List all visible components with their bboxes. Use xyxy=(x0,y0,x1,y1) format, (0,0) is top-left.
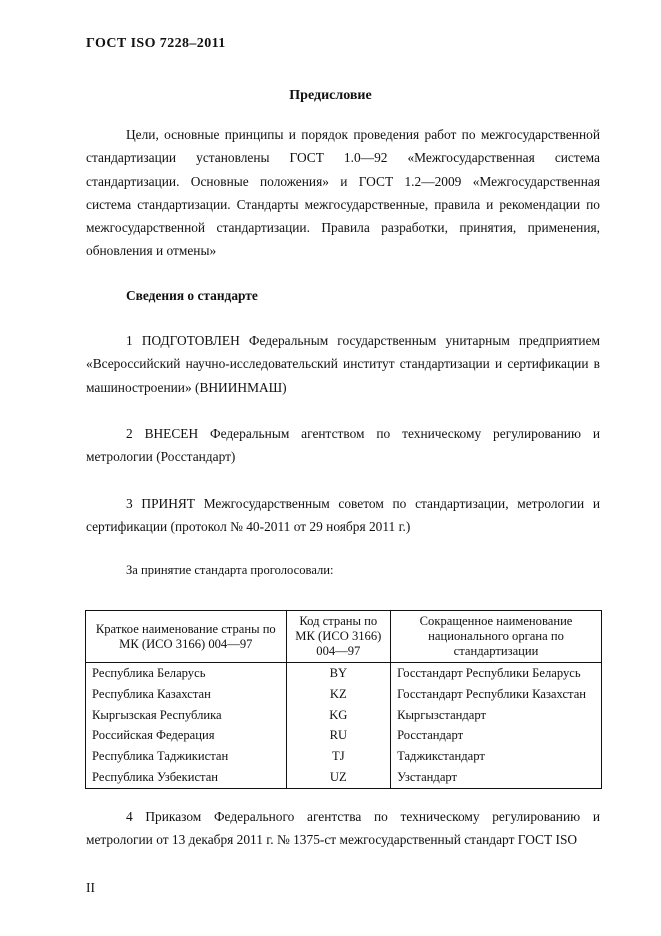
preface-title: Предисловие xyxy=(289,88,372,103)
info-item-4: 4 Приказом Федерального агентства по техническому регулированию и метрологии от 13 декабря 2011 г. № 1375-ст межгосударственный стандарт ГОСТ ISO xyxy=(86,809,600,848)
standards-body: Госстандарт Республики Беларусь xyxy=(391,663,602,684)
country-name: Республика Казахстан xyxy=(86,684,287,705)
table-row xyxy=(86,746,602,767)
table-row xyxy=(86,725,602,746)
countries-table xyxy=(85,610,602,789)
header-standards-body: Сокращенное наименование национального органа по стандартизации xyxy=(391,611,602,663)
standard-code-header: ГОСТ ISO 7228–2011 xyxy=(86,36,226,51)
country-name: Республика Беларусь xyxy=(86,663,287,684)
table-row xyxy=(86,663,602,684)
country-code: TJ xyxy=(286,746,391,767)
table-row xyxy=(86,684,602,705)
info-heading: Сведения о стандарте xyxy=(126,288,258,303)
country-code: KG xyxy=(286,705,391,726)
preface-paragraph: Цели, основные принципы и порядок проведения работ по межгосударственной стандартизации установлены ГОСТ 1.0—92 «Межгосударственная система стандартизации. Основные положения» и ГОСТ 1.2—2009 «Межгосударственная система стандартизации. Стандарты межгосударственные, правила и рекомендации по межгосударственной стандартизации. Правила разработки, принятия, применения, обновления и отмены» xyxy=(86,127,600,259)
standards-body: Таджикстандарт xyxy=(391,746,602,767)
country-code: KZ xyxy=(286,684,391,705)
table-header-row xyxy=(86,611,602,663)
table-row xyxy=(86,767,602,788)
header-country-name: Краткое наименование страны по МК (ИСО 3166) 004—97 xyxy=(86,611,287,663)
country-name: Республика Узбекистан xyxy=(86,767,287,788)
header-country-code: Код страны по МК (ИСО 3166) 004—97 xyxy=(286,611,391,663)
info-item-1: 1 ПОДГОТОВЛЕН Федеральным государственным унитарным предприятием «Всероссийский научно-исследовательский институт стандартизации и сертификации в машиностроении» (ВНИИНМАШ) xyxy=(86,333,600,395)
country-code: RU xyxy=(286,725,391,746)
standards-body: Росстандарт xyxy=(391,725,602,746)
page-number: II xyxy=(86,880,95,895)
vote-label: За принятие стандарта проголосовали: xyxy=(126,563,334,577)
country-name: Российская Федерация xyxy=(86,725,287,746)
country-name: Республика Таджикистан xyxy=(86,746,287,767)
country-code: UZ xyxy=(286,767,391,788)
info-item-3: 3 ПРИНЯТ Межгосударственным советом по стандартизации, метрологии и сертификации (протокол № 40-2011 от 29 ноября 2011 г.) xyxy=(86,496,600,535)
standards-body: Кыргызстандарт xyxy=(391,705,602,726)
country-code: BY xyxy=(286,663,391,684)
standards-body: Госстандарт Республики Казахстан xyxy=(391,684,602,705)
standards-body: Узстандарт xyxy=(391,767,602,788)
country-name: Кыргызская Республика xyxy=(86,705,287,726)
info-item-2: 2 ВНЕСЕН Федеральным агентством по техническому регулированию и метрологии (Росстандарт) xyxy=(86,426,600,465)
table-row xyxy=(86,705,602,726)
